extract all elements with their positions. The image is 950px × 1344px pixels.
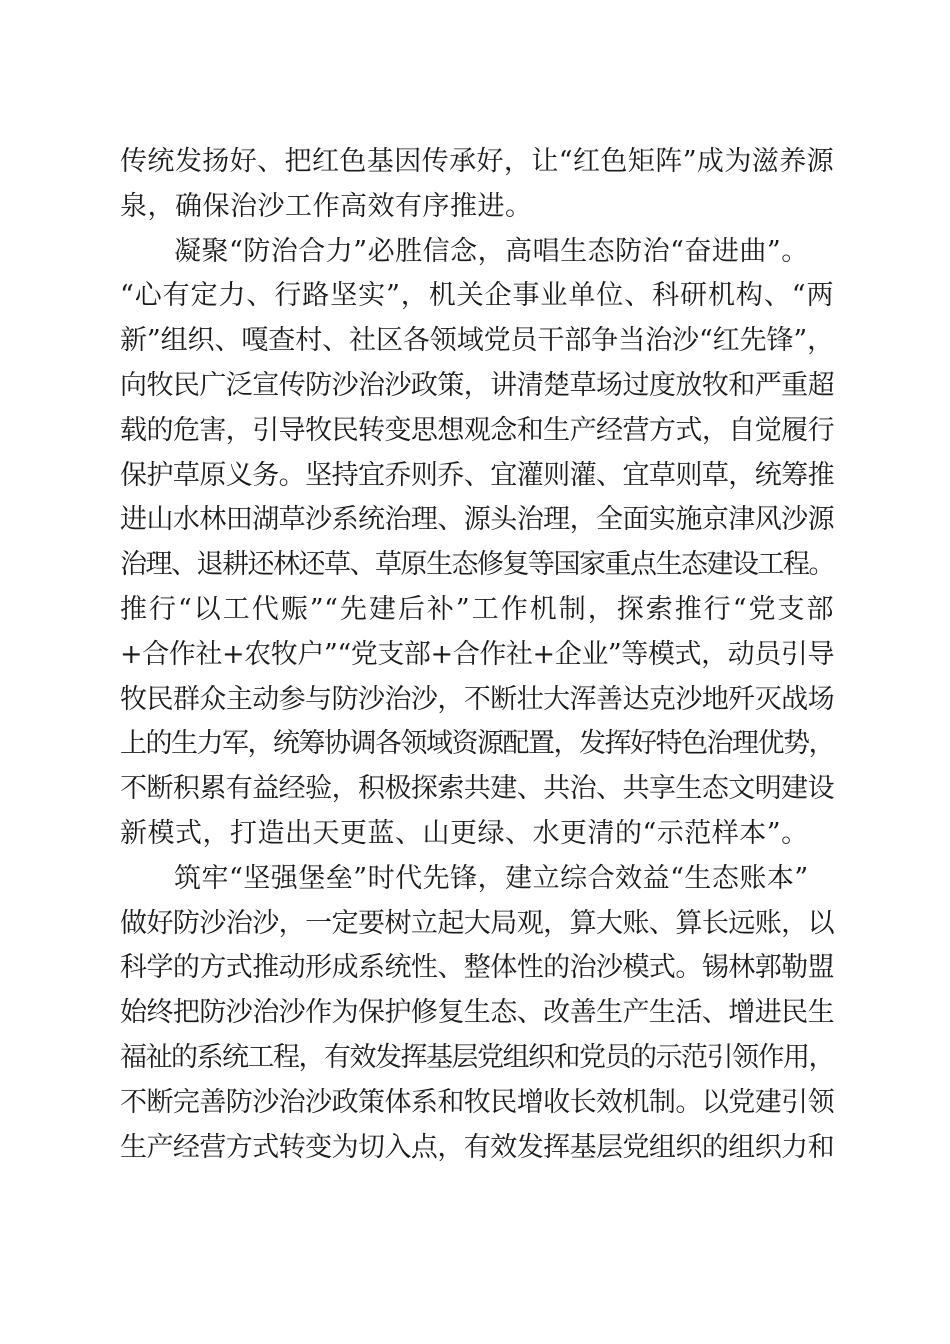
text-line: 福祉的系统工程，有效发挥基层党组织和党员的示范引领作用， (120, 1041, 834, 1073)
paragraph-2 (120, 230, 834, 857)
text-line: 凝聚“防治合力”必胜信念，高唱生态防治“奋进曲”。 (174, 235, 809, 267)
paragraph-1 (120, 140, 834, 230)
text-line: 筑牢“坚强堡垒”时代先锋，建立综合效益“生态账本” (174, 862, 809, 894)
text-line: 做好防沙治沙，一定要树立起大局观，算大账、算长远账，以 (120, 907, 834, 939)
paragraph-3 (120, 857, 834, 1171)
text-line: 推行“以工代赈”“先建后补”工作机制，探索推行“党支部 (120, 593, 834, 625)
text-line: “心有定力、行路坚实”，机关企事业单位、科研机构、“两 (120, 280, 834, 312)
body-text (120, 140, 834, 1170)
text-line: 保护草原义务。坚持宜乔则乔、宜灌则灌、宜草则草，统筹推 (120, 459, 834, 491)
text-line: 不断完善防沙治沙政策体系和牧民增收长效机制。以党建引领 (120, 1086, 834, 1118)
text-line: 科学的方式推动形成系统性、整体性的治沙模式。锡林郭勒盟 (120, 952, 834, 984)
text-line: 向牧民广泛宣传防沙治沙政策，讲清楚草场过度放牧和严重超 (120, 369, 834, 401)
text-line: 始终把防沙治沙作为保护修复生态、改善生产生活、增进民生 (120, 997, 834, 1029)
text-line: 进山水林田湖草沙系统治理、源头治理，全面实施京津风沙源 (120, 504, 834, 536)
text-line: +合作社+农牧户”“党支部+合作社+企业”等模式，动员引导 (120, 638, 834, 670)
text-line: 牧民群众主动参与防沙治沙，不断壮大浑善达克沙地歼灭战场 (120, 683, 834, 715)
text-line: 新”组织、嘎查村、社区各领域党员干部争当治沙“红先锋”， (120, 325, 834, 357)
text-line: 治理、退耕还林还草、草原生态修复等国家重点生态建设工程。 (120, 549, 834, 581)
text-line: 载的危害，引导牧民转变思想观念和生产经营方式，自觉履行 (120, 414, 834, 446)
text-line: 生产经营方式转变为切入点，有效发挥基层党组织的组织力和 (120, 1131, 834, 1163)
text-line: 泉，确保治沙工作高效有序推进。 (120, 190, 533, 222)
text-line: 上的生力军，统筹协调各领域资源配置，发挥好特色治理优势， (120, 728, 834, 760)
text-line: 传统发扬好、把红色基因传承好，让“红色矩阵”成为滋养源 (120, 146, 834, 177)
text-line: 不断积累有益经验，积极探索共建、共治、共享生态文明建设 (120, 773, 834, 805)
text-line: 新模式，打造出天更蓝、山更绿、水更清的“示范样本”。 (120, 817, 809, 849)
